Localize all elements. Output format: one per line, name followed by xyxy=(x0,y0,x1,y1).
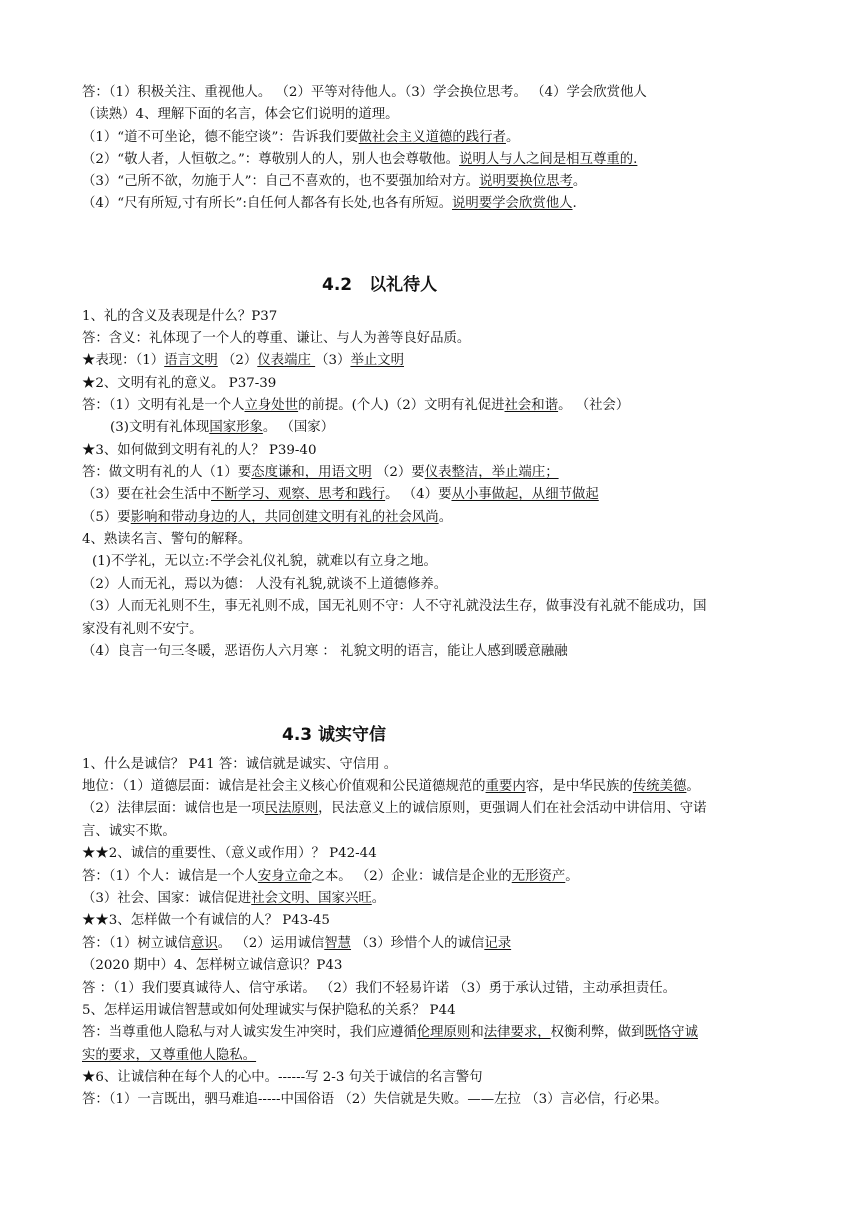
text-line xyxy=(82,1090,668,1110)
text-line xyxy=(82,374,276,394)
text-run: ★★2、诚信的重要性、（意义或作用）？ P42-44 xyxy=(82,846,377,861)
text-run: 权衡利弊，做到 xyxy=(550,1025,645,1040)
text-line xyxy=(82,755,397,775)
text-run: （2）要 xyxy=(371,465,425,480)
text-line xyxy=(82,351,404,371)
text-run: （2020 期中）4、怎样树立诚信意识？P43 xyxy=(82,958,343,973)
underlined-text: 无形资产 xyxy=(511,869,566,884)
text-line xyxy=(82,83,647,103)
text-run: 的前提。(个人)（2）文明有礼促进 xyxy=(298,398,505,413)
text-line xyxy=(82,597,707,617)
underlined-text: 智慧 xyxy=(324,936,352,951)
text-run: （读熟）4、理解下面的名言，体会它们说明的道理。 xyxy=(82,107,399,122)
underlined-text: 社会和谐 xyxy=(504,398,559,413)
text-line xyxy=(82,867,579,887)
text-run: （3）人而无礼则不生，事无礼则不成，国无礼则不守：人不守礼就没法生存，做事没有礼就不能成功，国 xyxy=(82,599,707,614)
text-line xyxy=(110,418,334,438)
underlined-text: 记录 xyxy=(484,936,512,951)
text-line xyxy=(82,150,637,170)
text-run: （1）“道不可坐论，德不能空谈”：告诉我们要 xyxy=(82,130,359,145)
text-run: ★表现：（1） xyxy=(82,353,165,368)
underlined-text: 传统美德 xyxy=(632,779,687,794)
underlined-text: 重要内 xyxy=(485,779,526,794)
text-line xyxy=(82,172,586,192)
text-run: （2）“敬人者，人恒敬之。”：尊敬别人的人，别人也会尊敬他。 xyxy=(82,152,460,167)
underlined-text: 伦理原则 xyxy=(416,1025,471,1040)
text-run: 5、怎样运用诚信智慧或如何处理诚实与保护隐私的关系？ P44 xyxy=(82,1003,456,1018)
text-line xyxy=(82,1046,256,1066)
text-run: （2） xyxy=(217,353,258,368)
underlined-text: 社会文明、国家兴旺 xyxy=(251,891,372,906)
text-run: 之本。 （2）企业：诚信是企业的 xyxy=(311,869,512,884)
text-line xyxy=(82,799,707,819)
text-run: (3)文明有礼体现 xyxy=(110,420,210,435)
text-run: 。 xyxy=(505,130,520,145)
text-line xyxy=(82,194,577,214)
text-run: 答：（1）积极关注、重视他人。 （2）平等对待他人。（3）学会换位思考。 （4）学会欣赏他人 xyxy=(82,85,647,100)
text-line xyxy=(82,485,599,505)
text-line xyxy=(82,329,470,349)
text-run: ★2、文明有礼的意义。 P37-39 xyxy=(82,376,277,391)
text-line xyxy=(82,128,519,148)
section-heading: 4.2 以礼待人 xyxy=(322,275,438,295)
underlined-text: 法律要求， xyxy=(483,1025,551,1040)
text-run: 。 xyxy=(371,891,386,906)
text-run: 答：当尊重他人隐私与对人诚实发生冲突时，我们应遵循 xyxy=(82,1025,417,1040)
underlined-text: 仪表端庄 xyxy=(257,353,316,368)
underlined-text: 做社会主义道德的践行者 xyxy=(358,130,506,145)
underlined-text: 影响和带动身边的人，共同创建文明有礼的社会风尚 xyxy=(130,510,439,525)
text-run: 。 xyxy=(438,510,453,525)
underlined-text: 不断学习、观察、思考和践行 xyxy=(211,487,386,502)
underlined-text: 民法原则 xyxy=(264,801,319,816)
text-line xyxy=(82,777,700,797)
text-run: （2）法律层面：诚信也是一项 xyxy=(82,801,265,816)
text-line xyxy=(92,552,437,572)
text-run: （4）“尺有所短,寸有所长”:自任何人都各有长处,也各有所短。 xyxy=(82,196,452,211)
underlined-text: 安身立命 xyxy=(257,869,312,884)
text-run: 家没有礼则不安宁。 xyxy=(82,622,203,637)
text-run: （3）社会、国家：诚信促进 xyxy=(82,891,252,906)
text-run: （2）人而无礼，焉以为德： 人没有礼貌,就谈不上道德修养。 xyxy=(82,577,448,592)
underlined-text: 从小事做起，从细节做起 xyxy=(451,487,599,502)
text-run: ★★3、怎样做一个有诚信的人？ P43-45 xyxy=(82,913,330,928)
underlined-text: 意识 xyxy=(190,936,218,951)
text-run: 和 xyxy=(470,1025,484,1040)
text-line xyxy=(82,822,176,842)
text-run: （5）要 xyxy=(82,510,131,525)
text-run: 。 xyxy=(572,174,587,189)
text-run: 。 （社会） xyxy=(558,398,630,413)
text-run: 容，是中华民族的 xyxy=(525,779,633,794)
underlined-text: 态度谦和，用语文明 xyxy=(251,465,372,480)
text-line xyxy=(82,844,377,864)
text-line xyxy=(82,396,629,416)
text-line xyxy=(82,642,568,662)
text-run: ，民法意义上的诚信原则，更强调人们在社会活动中讲信用、守诺 xyxy=(318,801,707,816)
text-line xyxy=(82,956,342,976)
text-line xyxy=(82,934,511,954)
text-line xyxy=(82,889,385,909)
section-heading: 4.3 诚实守信 xyxy=(282,725,387,745)
underlined-text: 语言文明 xyxy=(164,353,218,368)
underlined-text: 举止文明 xyxy=(350,353,404,368)
text-run: （4）良言一句三冬暖，恶语伤人六月寒 ： 礼貌文明的语言，能让人感到暖意融融 xyxy=(82,644,568,659)
text-line xyxy=(82,307,277,327)
text-run: 1、礼的含义及表现是什么？P37 xyxy=(82,309,278,324)
text-line xyxy=(82,1068,483,1088)
text-line xyxy=(82,1001,456,1021)
text-line xyxy=(82,530,251,550)
text-run: （3）要在社会生活中 xyxy=(82,487,212,502)
text-run: 。 xyxy=(686,779,700,794)
underlined-text: 说明要学会欣赏他人 xyxy=(452,196,573,211)
text-line xyxy=(82,911,330,931)
text-line xyxy=(82,575,447,595)
text-run: 。 （4）要 xyxy=(385,487,452,502)
underlined-text: 国家形象 xyxy=(209,420,263,435)
text-run: (1)不学礼，无以立:不学会礼仪礼貌，就难以有立身之地。 xyxy=(92,554,437,569)
text-run: 答：（1）个人：诚信是一个人 xyxy=(82,869,258,884)
text-run: （3）“己所不欲，勿施于人”：自己不喜欢的，也不要强加给对方。 xyxy=(82,174,480,189)
text-line xyxy=(82,441,316,461)
text-run: 地位：（1）道德层面：诚信是社会主义核心价值观和公民道德规范的 xyxy=(82,779,486,794)
text-run: （3）珍惜个人的诚信 xyxy=(351,936,485,951)
text-line xyxy=(82,463,559,483)
text-run: . xyxy=(572,196,577,211)
text-run: 答：（1）一言既出，驷马难追-----中国俗语 （2）失信就是失败。——左拉 （3）言必信，行必果。 xyxy=(82,1092,668,1107)
text-run: 1、什么是诚信？ P41 答：诚信就是诚实、守信用 。 xyxy=(82,757,398,772)
text-run: 答：做文明有礼的人（1）要 xyxy=(82,465,252,480)
text-run: 答：（1）树立诚信 xyxy=(82,936,191,951)
text-run: 。 xyxy=(565,869,579,884)
text-run: 答 ：（1）我们要真诚待人、信守承诺。 （2）我们不轻易许诺 （3）勇于承认过错，主动承担责任。 xyxy=(82,981,677,996)
text-run: 4、熟读名言、警句的解释。 xyxy=(82,532,252,547)
text-run: 答：（1）文明有礼是一个人 xyxy=(82,398,245,413)
text-line xyxy=(82,620,203,640)
text-line xyxy=(82,105,399,125)
underlined-text: 说明要换位思考 xyxy=(479,174,573,189)
underlined-text: 既恪守诚 xyxy=(644,1025,698,1040)
text-line xyxy=(82,1023,698,1043)
text-run: ★3、如何做到文明有礼的人？ P39-40 xyxy=(82,443,317,458)
text-line xyxy=(82,979,676,999)
underlined-text: 立身处世 xyxy=(244,398,299,413)
underlined-text: 实的要求，又尊重他人隐私。 xyxy=(82,1048,257,1063)
text-run: 。 （国家） xyxy=(262,420,335,435)
underlined-text: 仪表整洁，举止端庄； xyxy=(424,465,559,480)
text-run: 答：含义：礼体现了一个人的尊重、谦让、与人为善等良好品质。 xyxy=(82,331,471,346)
underlined-text: 说明人与人之间是相互尊重的. xyxy=(459,152,638,167)
text-run: 。 （2）运用诚信 xyxy=(217,936,325,951)
text-run: ★6、让诚信种在每个人的心中。------写 2-3 句关于诚信的名言警句 xyxy=(82,1070,483,1085)
text-line xyxy=(82,508,452,528)
text-run: （3） xyxy=(315,353,351,368)
text-run: 言、诚实不欺。 xyxy=(82,824,176,839)
